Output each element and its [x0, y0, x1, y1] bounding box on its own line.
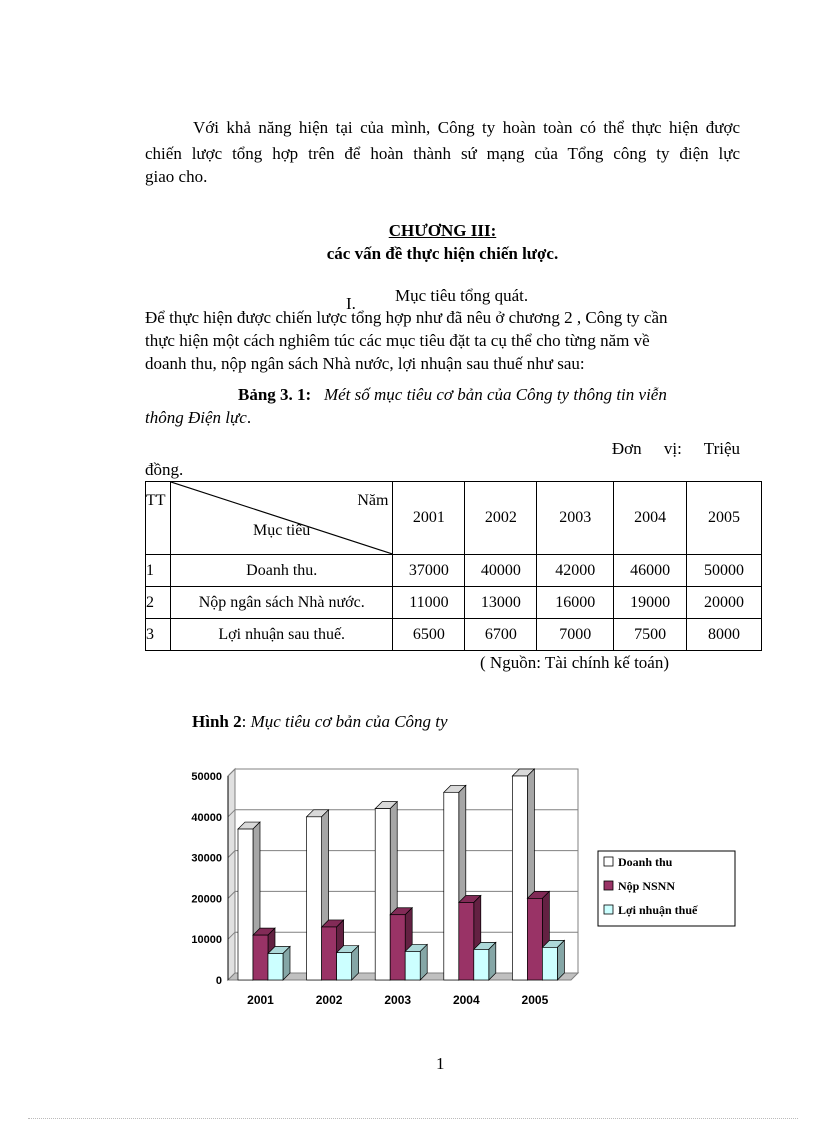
bar-lợi-nhuận-thuế-2001 — [268, 953, 283, 980]
targets-bar-chart — [170, 760, 770, 1020]
row-value: 42000 — [537, 555, 614, 587]
row-name: Nộp ngân sách Nhà nước. — [170, 587, 392, 619]
y-tick-label: 30000 — [191, 852, 222, 865]
chart-side-wall — [228, 769, 235, 980]
header-year-2004: 2004 — [614, 482, 687, 555]
table-caption-text-2: thông Điện lực — [145, 408, 247, 427]
bar-lợi-nhuận-thuế-2004 — [474, 949, 489, 980]
unit-line-2: đồng. — [145, 460, 184, 479]
header-year-2002: 2002 — [465, 482, 537, 555]
intro-line-3: giao cho. — [145, 167, 208, 186]
row-value: 8000 — [687, 619, 762, 651]
targets-table — [145, 481, 762, 651]
row-value: 7000 — [537, 619, 614, 651]
row-value: 19000 — [614, 587, 687, 619]
row-value: 6500 — [393, 619, 465, 651]
row-tt: 1 — [146, 555, 171, 587]
bar-nộp-nsnn-2003 — [390, 915, 405, 980]
row-value: 20000 — [687, 587, 762, 619]
row-value: 7500 — [614, 619, 687, 651]
unit-line-1: Đơn vị: Triệu — [611, 439, 740, 458]
row-value: 16000 — [537, 587, 614, 619]
table-header-row — [146, 482, 762, 555]
y-tick-label: 50000 — [191, 771, 222, 783]
table-caption-label: Bảng 3. 1 — [238, 385, 306, 404]
bar-side — [489, 942, 496, 980]
chapter-title: CHƯƠNG III: — [388, 221, 497, 240]
bar-doanh-thu-2001 — [238, 829, 253, 980]
figure-caption-label: Hình 2 — [192, 712, 242, 731]
header-year-2003: 2003 — [537, 482, 614, 555]
bar-doanh-thu-2004 — [444, 792, 459, 980]
table-caption-line-2: thông Điện lực. — [145, 408, 252, 427]
page-border — [28, 1118, 798, 1119]
body-line-2: thực hiện một cách nghiêm túc các mục tiêu đặt ta cụ thể cho từng năm về — [145, 331, 650, 350]
header-diagonal-cell — [170, 482, 392, 555]
body-line-3: doanh thu, nộp ngân sách Nhà nước, lợi nhuận sau thuế như sau: — [145, 354, 585, 373]
bar-doanh-thu-2003 — [375, 809, 390, 980]
legend-swatch — [604, 881, 613, 890]
row-value: 46000 — [614, 555, 687, 587]
y-tick-label: 40000 — [191, 811, 222, 824]
row-name: Lợi nhuận sau thuế. — [170, 619, 392, 651]
bar-lợi-nhuận-thuế-2002 — [337, 953, 352, 980]
section-number: I. — [346, 294, 356, 313]
header-year-2001: 2001 — [393, 482, 465, 555]
row-value: 37000 — [393, 555, 465, 587]
bar-lợi-nhuận-thuế-2005 — [542, 947, 557, 980]
legend-label: Nộp NSNN — [618, 879, 676, 893]
table-caption-text: Mét số mục tiêu cơ bản của Công ty thông tin viễn — [323, 385, 667, 404]
bar-doanh-thu-2002 — [307, 817, 322, 980]
x-tick-label: 2003 — [384, 993, 412, 1007]
bar-lợi-nhuận-thuế-2003 — [405, 951, 420, 980]
figure-caption: Hình 2: Mục tiêu cơ bản của Công ty — [192, 712, 448, 731]
intro-line-2: chiến lược tổng hợp trên để hoàn thành sứ mạng của Tổng công ty điện lực — [145, 144, 740, 163]
figure-caption-text: Mục tiêu cơ bản của Công ty — [250, 712, 448, 731]
bar-nộp-nsnn-2005 — [527, 898, 542, 980]
row-value: 6700 — [465, 619, 537, 651]
x-tick-label: 2005 — [521, 993, 549, 1007]
row-value: 40000 — [465, 555, 537, 587]
header-tt: TT — [146, 482, 171, 555]
row-value: 11000 — [393, 587, 465, 619]
x-tick-label: 2002 — [315, 993, 343, 1007]
row-name: Doanh thu. — [170, 555, 392, 587]
legend-label: Lợi nhuận thuế — [618, 903, 698, 917]
table-row — [146, 587, 762, 619]
header-target-label: Mục tiêu — [252, 522, 311, 539]
y-tick-label: 20000 — [191, 893, 222, 906]
x-tick-label: 2001 — [247, 993, 274, 1007]
intro-line-1: Với khả năng hiện tại của mình, Công ty hoàn toàn có thể thực hiện được — [193, 118, 740, 137]
legend-swatch — [604, 905, 613, 914]
page-number: 1 — [436, 1054, 445, 1073]
y-tick-label: 0 — [215, 975, 222, 987]
section-title: Mục tiêu tổng quát. — [395, 286, 529, 305]
table-row — [146, 619, 762, 651]
legend-label: Doanh thu — [618, 855, 673, 869]
body-line-1: Để thực hiện được chiến lược tổng hợp như đã nêu ở chương 2 , Công ty cần — [145, 308, 668, 327]
bar-side — [557, 940, 564, 980]
row-value: 13000 — [465, 587, 537, 619]
row-value: 50000 — [687, 555, 762, 587]
table-row — [146, 555, 762, 587]
y-tick-label: 10000 — [191, 934, 222, 947]
chapter-subtitle: các vấn đề thực hiện chiến lược. — [326, 244, 559, 263]
table-source: ( Nguồn: Tài chính kế toán) — [480, 653, 670, 672]
bar-nộp-nsnn-2001 — [253, 935, 268, 980]
header-year-label: Năm — [357, 492, 389, 509]
table-caption-line-1: Bảng 3. 1: Mét số mục tiêu cơ bản của Công ty thông tin viễn — [238, 385, 667, 404]
x-tick-label: 2004 — [452, 993, 480, 1007]
bar-nộp-nsnn-2004 — [459, 902, 474, 980]
bar-doanh-thu-2005 — [512, 776, 527, 980]
header-year-2005: 2005 — [687, 482, 762, 555]
legend-swatch — [604, 857, 613, 866]
row-tt: 2 — [146, 587, 171, 619]
row-tt: 3 — [146, 619, 171, 651]
bar-nộp-nsnn-2002 — [322, 927, 337, 980]
